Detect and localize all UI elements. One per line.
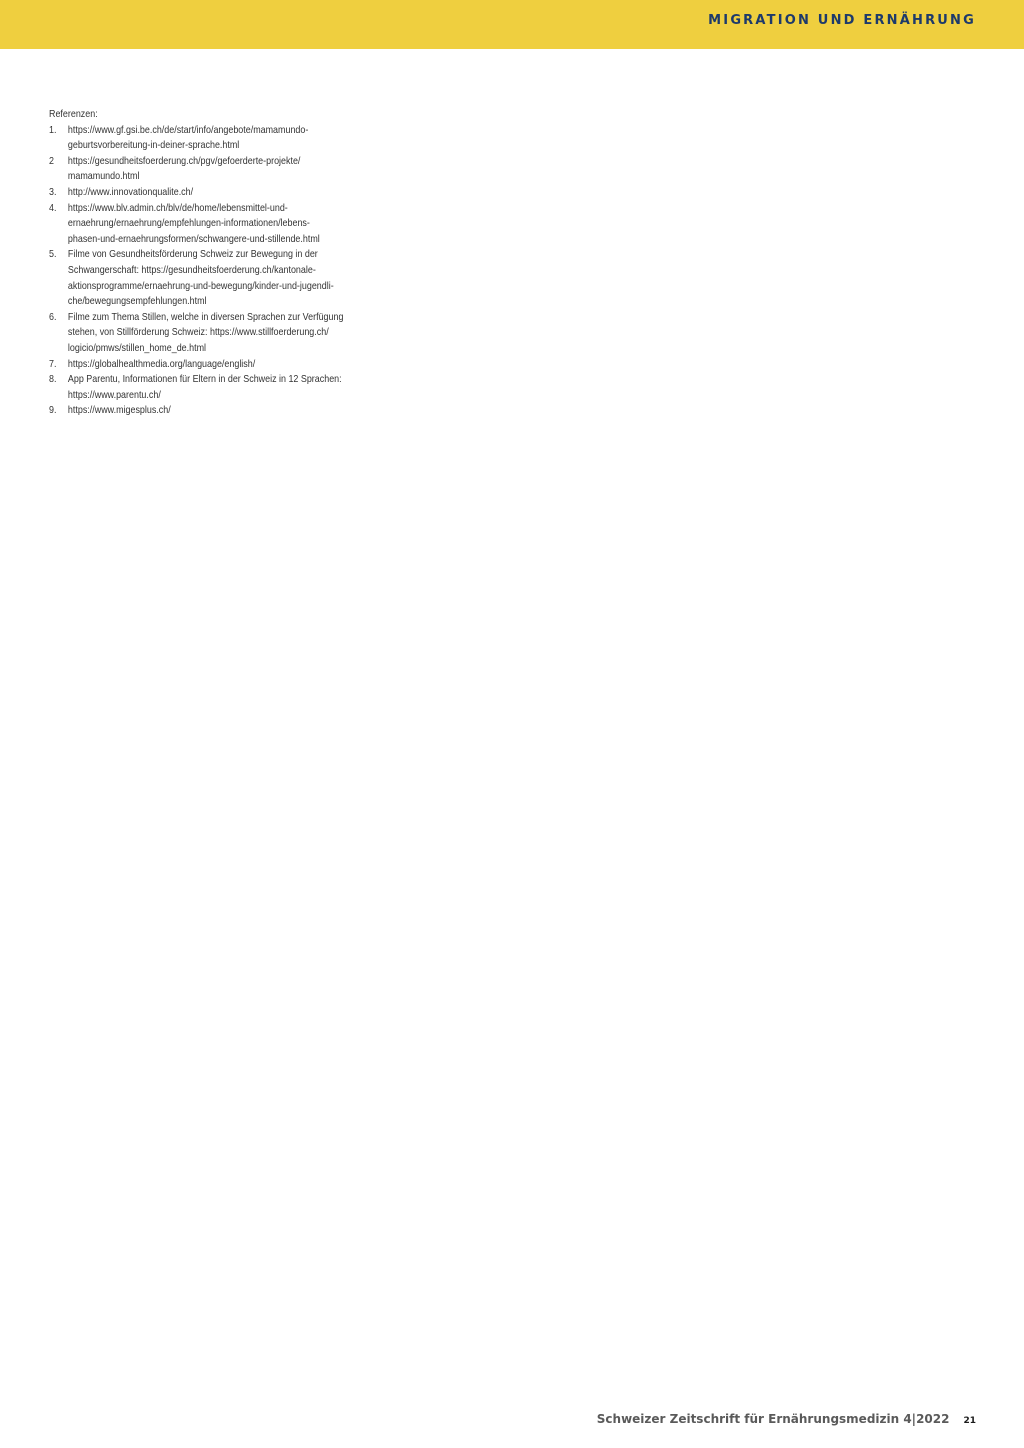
reference-number: 5. — [49, 249, 57, 261]
reference-text[interactable]: App Parentu, Informationen für Eltern in der Schweiz in 12 Sprachen: https://www.parentu.ch/ — [67, 374, 342, 401]
reference-number: 4. — [49, 202, 57, 214]
reference-link[interactable]: https://www.migesplus.ch/ — [67, 405, 171, 417]
reference-item-2 — [49, 154, 394, 185]
references-section — [49, 107, 394, 419]
reference-item-7 — [49, 357, 394, 373]
reference-item-5 — [49, 247, 394, 309]
reference-number: 8. — [49, 374, 57, 386]
section-title: MIGRATION UND ERNÄHRUNG — [708, 13, 976, 28]
reference-link[interactable]: http://www.innovationqualite.ch/ — [67, 186, 194, 198]
journal-title: Schweizer Zeitschrift für Ernährungsmedizin 4|2022 — [596, 1412, 950, 1426]
reference-list — [49, 123, 394, 419]
reference-number: 2 — [49, 155, 54, 167]
header-band — [0, 0, 1024, 49]
reference-item-3 — [49, 185, 394, 201]
page-footer — [597, 1412, 976, 1426]
reference-text[interactable]: Filme zum Thema Stillen, welche in diversen Sprachen zur Verfügung stehen, von Stillförderung Schweiz: https://www.stillfoerderung.ch/ logicio/pmws/stillen_home_de.html — [67, 311, 344, 354]
reference-link[interactable]: https://gesundheitsfoerderung.ch/pgv/gefoerderte-projekte/ mamamundo.html — [67, 155, 301, 183]
reference-number: 1. — [49, 124, 57, 136]
reference-text[interactable]: Filme von Gesundheitsförderung Schweiz zur Bewegung in der Schwangerschaft: https://gesundheitsfoerderung.ch/kantonale- aktionsprogramme/ernaehrung-und-bewegung/kinder-und-jugendli- che/bewegungsempfehlungen.html — [67, 249, 334, 308]
reference-item-6 — [49, 310, 394, 357]
reference-item-4 — [49, 201, 394, 248]
reference-link[interactable]: https://www.gf.gsi.be.ch/de/start/info/angebote/mamamundo- geburtsvorbereitung-in-deiner-sprache.html — [67, 124, 309, 152]
reference-number: 9. — [49, 405, 57, 417]
reference-link[interactable]: https://globalhealthmedia.org/language/english/ — [67, 358, 256, 370]
reference-item-8 — [49, 372, 394, 403]
references-heading: Referenzen: — [49, 109, 98, 120]
reference-number: 7. — [49, 358, 57, 370]
reference-number: 3. — [49, 186, 57, 198]
page-number: 21 — [963, 1416, 976, 1426]
reference-number: 6. — [49, 311, 57, 323]
reference-item-1 — [49, 123, 394, 154]
reference-link[interactable]: https://www.blv.admin.ch/blv/de/home/lebensmittel-und- ernaehrung/ernaehrung/empfehlungen-informationen/lebens- phasen-und-ernaehrungsformen/schwangere-und-stillende.html — [67, 202, 320, 245]
reference-item-9 — [49, 403, 394, 419]
